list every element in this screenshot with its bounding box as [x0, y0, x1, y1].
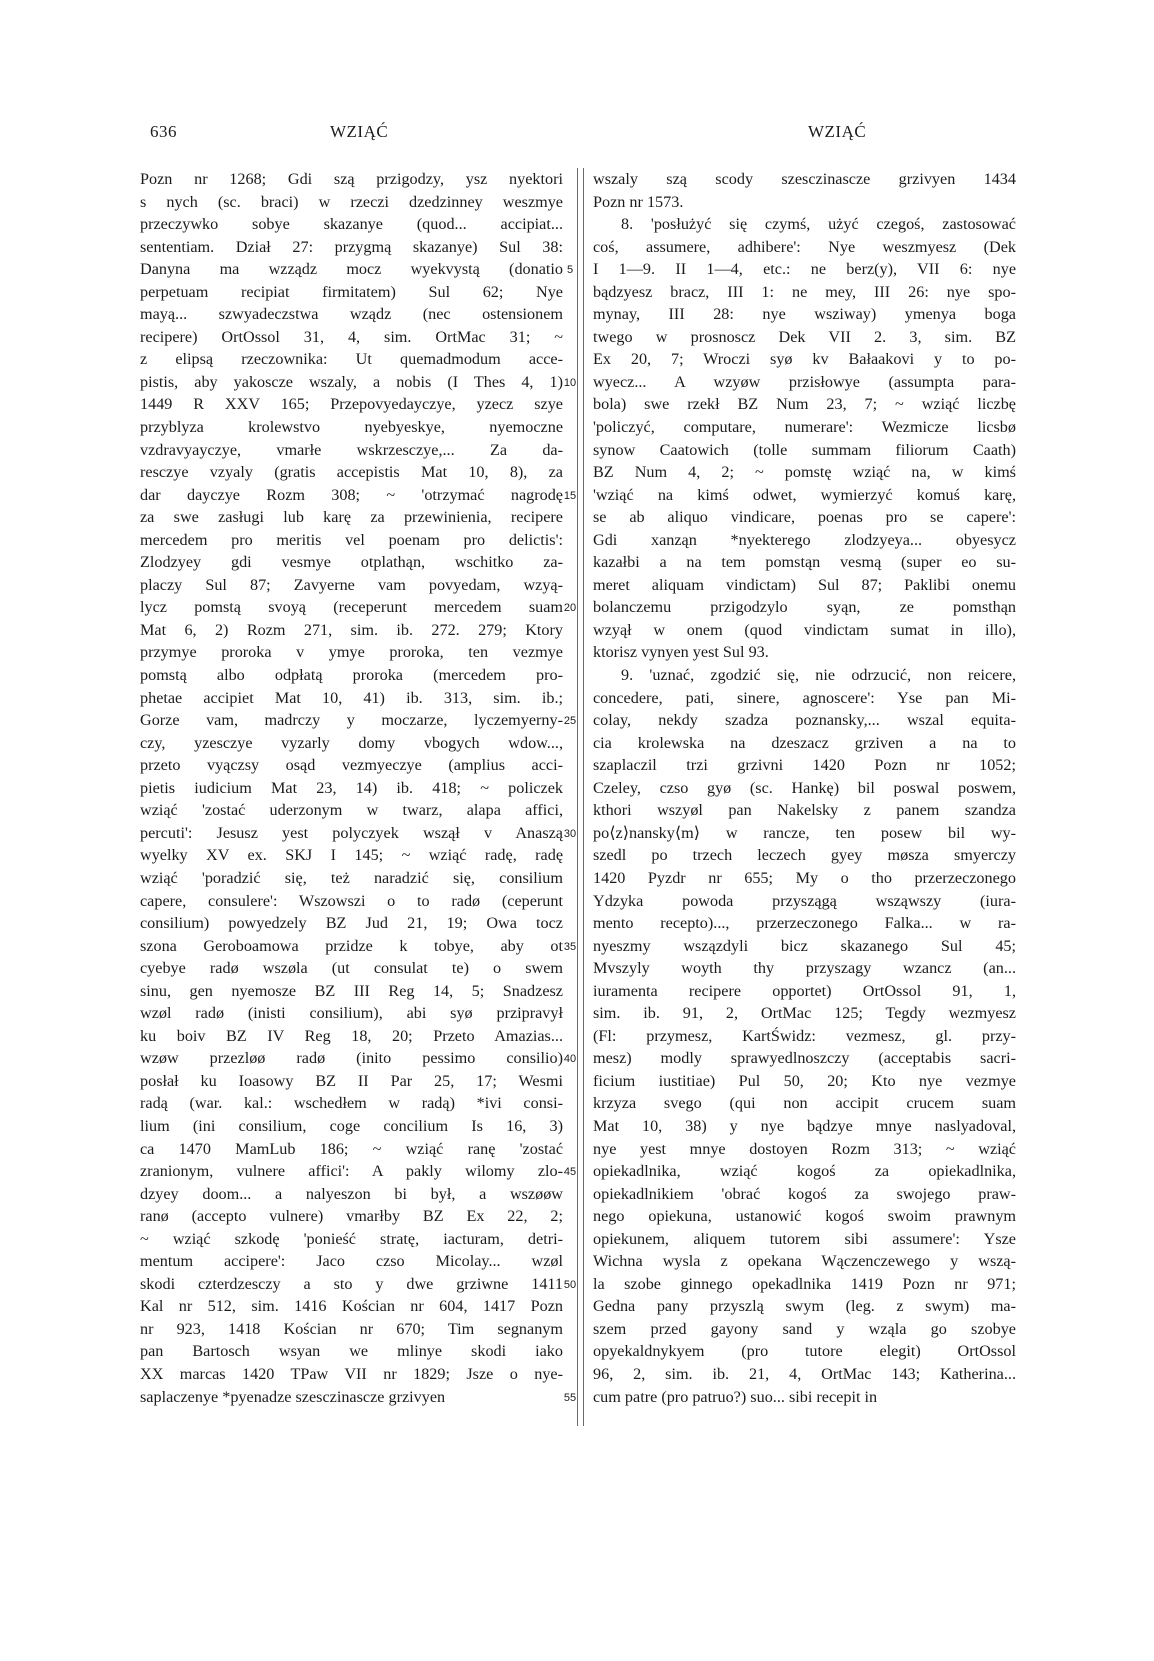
text-line: bolanczemu przigodzylo syąn, ze pomsthąn	[593, 598, 1016, 617]
text-line: colay, nekdy szadza poznansky,... wszal equita-	[593, 711, 1016, 730]
text-line: wziąć 'poradzić się, też naradzić się, consilium	[140, 868, 563, 887]
text-line: 'wziąć na kimś odwet, wymierzyć komuś karę,	[593, 485, 1016, 504]
text-line: BZ Num 4, 2; ~ pomstę wziąć na, w kimś	[593, 463, 1016, 482]
text-line: ktorisz vynyen yest Sul 93.	[593, 643, 769, 662]
text-line: opyekaldnykyem (pro tutore elegit) OrtOssol	[593, 1342, 1016, 1361]
text-line: szona Geroboamowa przidze k tobye, aby ot	[140, 936, 563, 955]
text-line: 1449 R XXV 165; Przepovyedayczye, yzecz szye	[140, 395, 563, 414]
text-line: synow Caatowich (tolle summam filiorum Caath)	[593, 440, 1016, 459]
text-line: sinu, gen nyemosze BZ III Reg 14, 5; Snadzesz	[140, 981, 563, 1000]
text-line: mesz) modly sprawyedlnoszczy (acceptabis sacri-	[593, 1049, 1016, 1068]
text-line: cia krolewska na dzeszacz grziven a na to	[593, 733, 1016, 752]
text-line: posłał ku Ioasowy BZ II Par 25, 17; Wesmi	[140, 1071, 563, 1090]
text-line: concedere, pati, sinere, agnoscere': Yse pan Mi-	[593, 688, 1016, 707]
text-line: 96, 2, sim. ib. 21, 4, OrtMac 143; Katherina...	[593, 1364, 1016, 1383]
text-line: z elipsą rzeczownika: Ut quemadmodum acce-	[140, 350, 563, 369]
text-line: szaplaczil trzi grzivni 1420 Pozn nr 1052;	[593, 756, 1016, 775]
text-line: 8. 'posłużyć się czymś, użyć czegoś, zastosować	[621, 215, 1016, 234]
text-line: s nych (sc. braci) w rzeczi dzedzinney weszmye	[140, 192, 563, 211]
text-line: przeczywko sobye skazanye (quod... accipiat...	[140, 215, 563, 234]
text-line: mento recepto)..., przerzeczonego Falka... w ra-	[593, 914, 1016, 933]
text-line: cyebye radø wszøla (ut consulat te) o swem	[140, 959, 563, 978]
line-number: 40	[563, 1053, 577, 1066]
text-line: 'policzyć, computare, numerare': Wezmicze licsbø	[593, 418, 1016, 437]
text-line: mentum accipere': Jaco czso Micolay... wzøl	[140, 1252, 563, 1271]
text-line: wzyął w onem (quod vindictam sumat in illo),	[593, 620, 1016, 639]
text-line: Gorze vam, madrczy y moczarze, lyczemyerny-	[140, 711, 563, 730]
line-number: 55	[563, 1391, 577, 1404]
text-line: cum patre (pro patruo?) suo... sibi recepit in	[593, 1387, 878, 1406]
text-line: opiekunem, aliquem tutorem sibi assumere': Ysze	[593, 1229, 1016, 1248]
text-line: nyeszmy wszązdyli bicz skazanego Sul 45;	[593, 936, 1016, 955]
text-line: resczye vzyaly (gratis accepistis Mat 10, 8), za	[140, 463, 563, 482]
text-line: recipere) OrtOssol 31, 4, sim. OrtMac 31; ~	[140, 327, 563, 346]
text-line: pomstą albo odpłatą proroka (mercedem pro-	[140, 666, 563, 685]
text-line: perpetuam recipiat firmitatem) Sul 62; Nye	[140, 282, 563, 301]
line-number: 5	[566, 264, 574, 277]
text-line: ficium iustitiae) Pul 50, 20; Kto nye vezmye	[593, 1071, 1016, 1090]
text-line: za swe zasługi lub karę za przewinienia, recipere	[140, 508, 563, 527]
text-line: dzyey doom... a nalyeszon bi był, a wszøøw	[140, 1184, 563, 1203]
text-line: saplaczenye *pyenadze szesczinascze grzivyen	[140, 1387, 446, 1406]
text-line: radą (war. kal.: wschedłem w radą) *ivi consi-	[140, 1094, 563, 1113]
text-line: nr 923, 1418 Kościan nr 670; Tim segnanym	[140, 1319, 563, 1338]
text-line: czy, yzesczye vyzarly domy vbogych wdow...,	[140, 733, 563, 752]
text-line: ~ wziąć szkodę 'ponieść stratę, iacturam, detri-	[140, 1229, 563, 1248]
text-line: Ydzyka powoda przyszągą wsząwszy (iura-	[593, 891, 1016, 910]
text-line: pietis iudicium Mat 23, 14) ib. 418; ~ policzek	[140, 778, 563, 797]
text-line: szem przed gayony sand y wząla go szobye	[593, 1319, 1016, 1338]
text-line: Pozn nr 1573.	[593, 192, 684, 211]
text-line: zranionym, vulnere affici': A pakly wilomy zlo-	[140, 1162, 563, 1181]
text-line: Danyna ma wzządz mocz wyekvystą (donatio	[140, 260, 563, 279]
text-line: przymye proroka v ymye proroka, ten vezmye	[140, 643, 563, 662]
text-line: vzdravyayczye, vmarłe wskrzesczye,... Za da-	[140, 440, 563, 459]
text-line: krzyza svego (qui non accipit crucem suam	[593, 1094, 1016, 1113]
text-line: dar dayczye Rozm 308; ~ 'otrzymać nagrodę	[140, 485, 563, 504]
text-line: twego w prosnoscz Dek VII 2. 3, sim. BZ	[593, 327, 1016, 346]
text-line: pan Bartosch wsyan we mlinye skodi iako	[140, 1342, 563, 1361]
text-line: wyecz... A wzyøw przisłowye (assumpta para-	[593, 372, 1016, 391]
text-line: mercedem pro meritis vel poenam pro delictis':	[140, 530, 563, 549]
text-line: nye yest mnye dostoyen Rozm 313; ~ wziąć	[593, 1139, 1016, 1158]
left-column	[140, 168, 563, 1408]
text-line: placzy Sul 87; Zavyerne vam povyedam, wzyą-	[140, 575, 563, 594]
text-line: bądzyesz bracz, III 1: ne mey, III 26: nye spo-	[593, 282, 1016, 301]
line-number: 10	[563, 376, 577, 389]
right-column	[593, 168, 1016, 1408]
text-line: kthori wszyøl pan Nakelsky z panem szandza	[593, 801, 1016, 820]
line-number: 25	[563, 715, 577, 728]
text-line: 1420 Pyzdr nr 655; My o tho przerzeczonego	[593, 868, 1016, 887]
text-line: Mat 10, 38) y nye bądzye mnye naslyadoval,	[593, 1116, 1016, 1135]
line-number: 35	[563, 940, 577, 953]
text-line: se ab aliquo vindicare, poenas pro se capere':	[593, 508, 1016, 527]
text-line: Pozn nr 1268; Gdi szą przigodzy, ysz nyektori	[140, 170, 563, 188]
text-line: Zlodzyey gdi vesmye otplathąn, wschitko za-	[140, 553, 563, 572]
text-line: Czeley, czso gyø (sc. Hankę) bil poswal poswem,	[593, 778, 1016, 797]
line-number: 20	[563, 602, 577, 615]
line-number: 50	[563, 1278, 577, 1291]
text-line: przyblyza krolewstvo nyebyeskye, nyemoczne	[140, 418, 563, 437]
text-line: coś, assumere, adhibere': Nye weszmyesz (Dek	[593, 237, 1016, 256]
text-line: Kal nr 512, sim. 1416 Kościan nr 604, 1417 Pozn	[140, 1297, 563, 1316]
line-number: 45	[563, 1166, 577, 1179]
text-line: capere, consulere': Wszowszi o to radø (ceperunt	[140, 891, 563, 910]
text-line: kazałbi a na tem pomstąn vesmą (super eo su-	[593, 553, 1016, 572]
text-line: mayą... szwyadeczstwa wządz (nec ostensionem	[140, 305, 563, 324]
text-line: szedl po trzech leczech gyey møsza smyerczy	[593, 846, 1016, 865]
text-line: opiekadlnika, wziąć kogoś za opiekadlnika,	[593, 1162, 1016, 1181]
text-line: lycz pomstą svoyą (receperunt mercedem suam	[140, 598, 563, 617]
column-rule-left	[577, 168, 578, 1426]
text-line: nego opiekuna, ustanowić kogoś swoim prawnym	[593, 1207, 1016, 1226]
text-line: meret aliquam vindictam) Sul 87; Paklibi onemu	[593, 575, 1016, 594]
text-line: wzøl radø (inisti consilium), abi syø przipravył	[140, 1004, 563, 1023]
line-number: 30	[563, 827, 577, 840]
text-line: wziąć 'zostać uderzonym w twarz, alapa affici,	[140, 801, 563, 820]
text-line: XX marcas 1420 TPaw VII nr 1829; Jsze o nye-	[140, 1364, 563, 1383]
text-line: lium (ini consilium, coge concilium Is 16, 3)	[140, 1116, 563, 1135]
text-line: mynay, III 28: nye wsziway) ymenya boga	[593, 305, 1016, 324]
text-line: Ex 20, 7; Wroczi syø kv Bałaakovi y to po-	[593, 350, 1016, 369]
text-line: percuti': Jesusz yest polyczyek wszął v Anaszą	[140, 823, 563, 842]
text-line: (Fl: przymesz, KartŚwidz: vezmesz, gl. przy-	[593, 1026, 1016, 1045]
text-line: wszaly szą scody szesczinascze grzivyen 1434	[593, 170, 1016, 188]
text-line: Mat 6, 2) Rozm 271, sim. ib. 272. 279; Ktory	[140, 620, 563, 639]
column-rule-right	[583, 168, 584, 1426]
text-line: sententiam. Dział 27: przygmą skazanye) Sul 38:	[140, 237, 563, 256]
text-line: po⟨z⟩nansky⟨m⟩ w rancze, ten posew bil wy-	[593, 823, 1016, 842]
text-line: la szobe ginnego opekadlnika 1419 Pozn nr 971;	[593, 1274, 1016, 1293]
text-line: Gedna pany przyszlą swym (leg. z swym) ma-	[593, 1297, 1016, 1316]
line-number: 15	[563, 489, 577, 502]
text-line: pistis, aby yakoscze wszaly, a nobis (I Thes 4, 1)	[140, 372, 563, 391]
running-headword-right: WZIĄĆ	[808, 122, 867, 141]
text-line: opiekadlnikiem 'obrać kogoś za swojego praw-	[593, 1184, 1016, 1203]
text-line: ku boiv BZ IV Reg 18, 20; Przeto Amazias...	[140, 1026, 563, 1045]
text-line: I 1—9. II 1—4, etc.: ne berz(y), VII 6: nye	[593, 260, 1016, 279]
text-line: Wichna wysla z opekana Wączenczewego y wszą-	[593, 1252, 1016, 1271]
text-line: Mvszyly woyth thy przyszagy wzancz (an...	[593, 959, 1016, 978]
text-line: bola) swe rzekł BZ Num 23, 7; ~ wziąć liczbę	[593, 395, 1016, 414]
text-line: 9. 'uznać, zgodzić się, nie odrzucić, non reicere,	[621, 666, 1016, 685]
running-headword-left: WZIĄĆ	[330, 122, 389, 141]
text-line: Gdi xanząn *nyekterego zlodzyeya... obyesycz	[593, 530, 1016, 549]
text-line: sim. ib. 91, 2, OrtMac 125; Tegdy wezmyesz	[593, 1004, 1016, 1023]
text-line: phetae accipiet Mat 10, 41) ib. 313, sim. ib.;	[140, 688, 563, 707]
text-line: ranø (accepto vulnere) vmarłby BZ Ex 22, 2;	[140, 1207, 563, 1226]
text-line: przeto vyączsy osąd vezmyeczye (amplius acci-	[140, 756, 563, 775]
text-line: ca 1470 MamLub 186; ~ wziąć ranę 'zostać	[140, 1139, 563, 1158]
text-line: wzøw przezløø radø (inito pessimo consilio)	[140, 1049, 563, 1068]
text-line: wyelky XV ex. SKJ I 145; ~ wziąć radę, radę	[140, 846, 563, 865]
page-number: 636	[150, 122, 177, 141]
text-line: skodi czterdzesczy a sto y dwe grziwne 1411	[140, 1274, 563, 1293]
text-line: consilium) powyedzely BZ Jud 21, 19; Owa tocz	[140, 914, 563, 933]
text-line: iuramenta recipere opportet) OrtOssol 91, 1,	[593, 981, 1016, 1000]
